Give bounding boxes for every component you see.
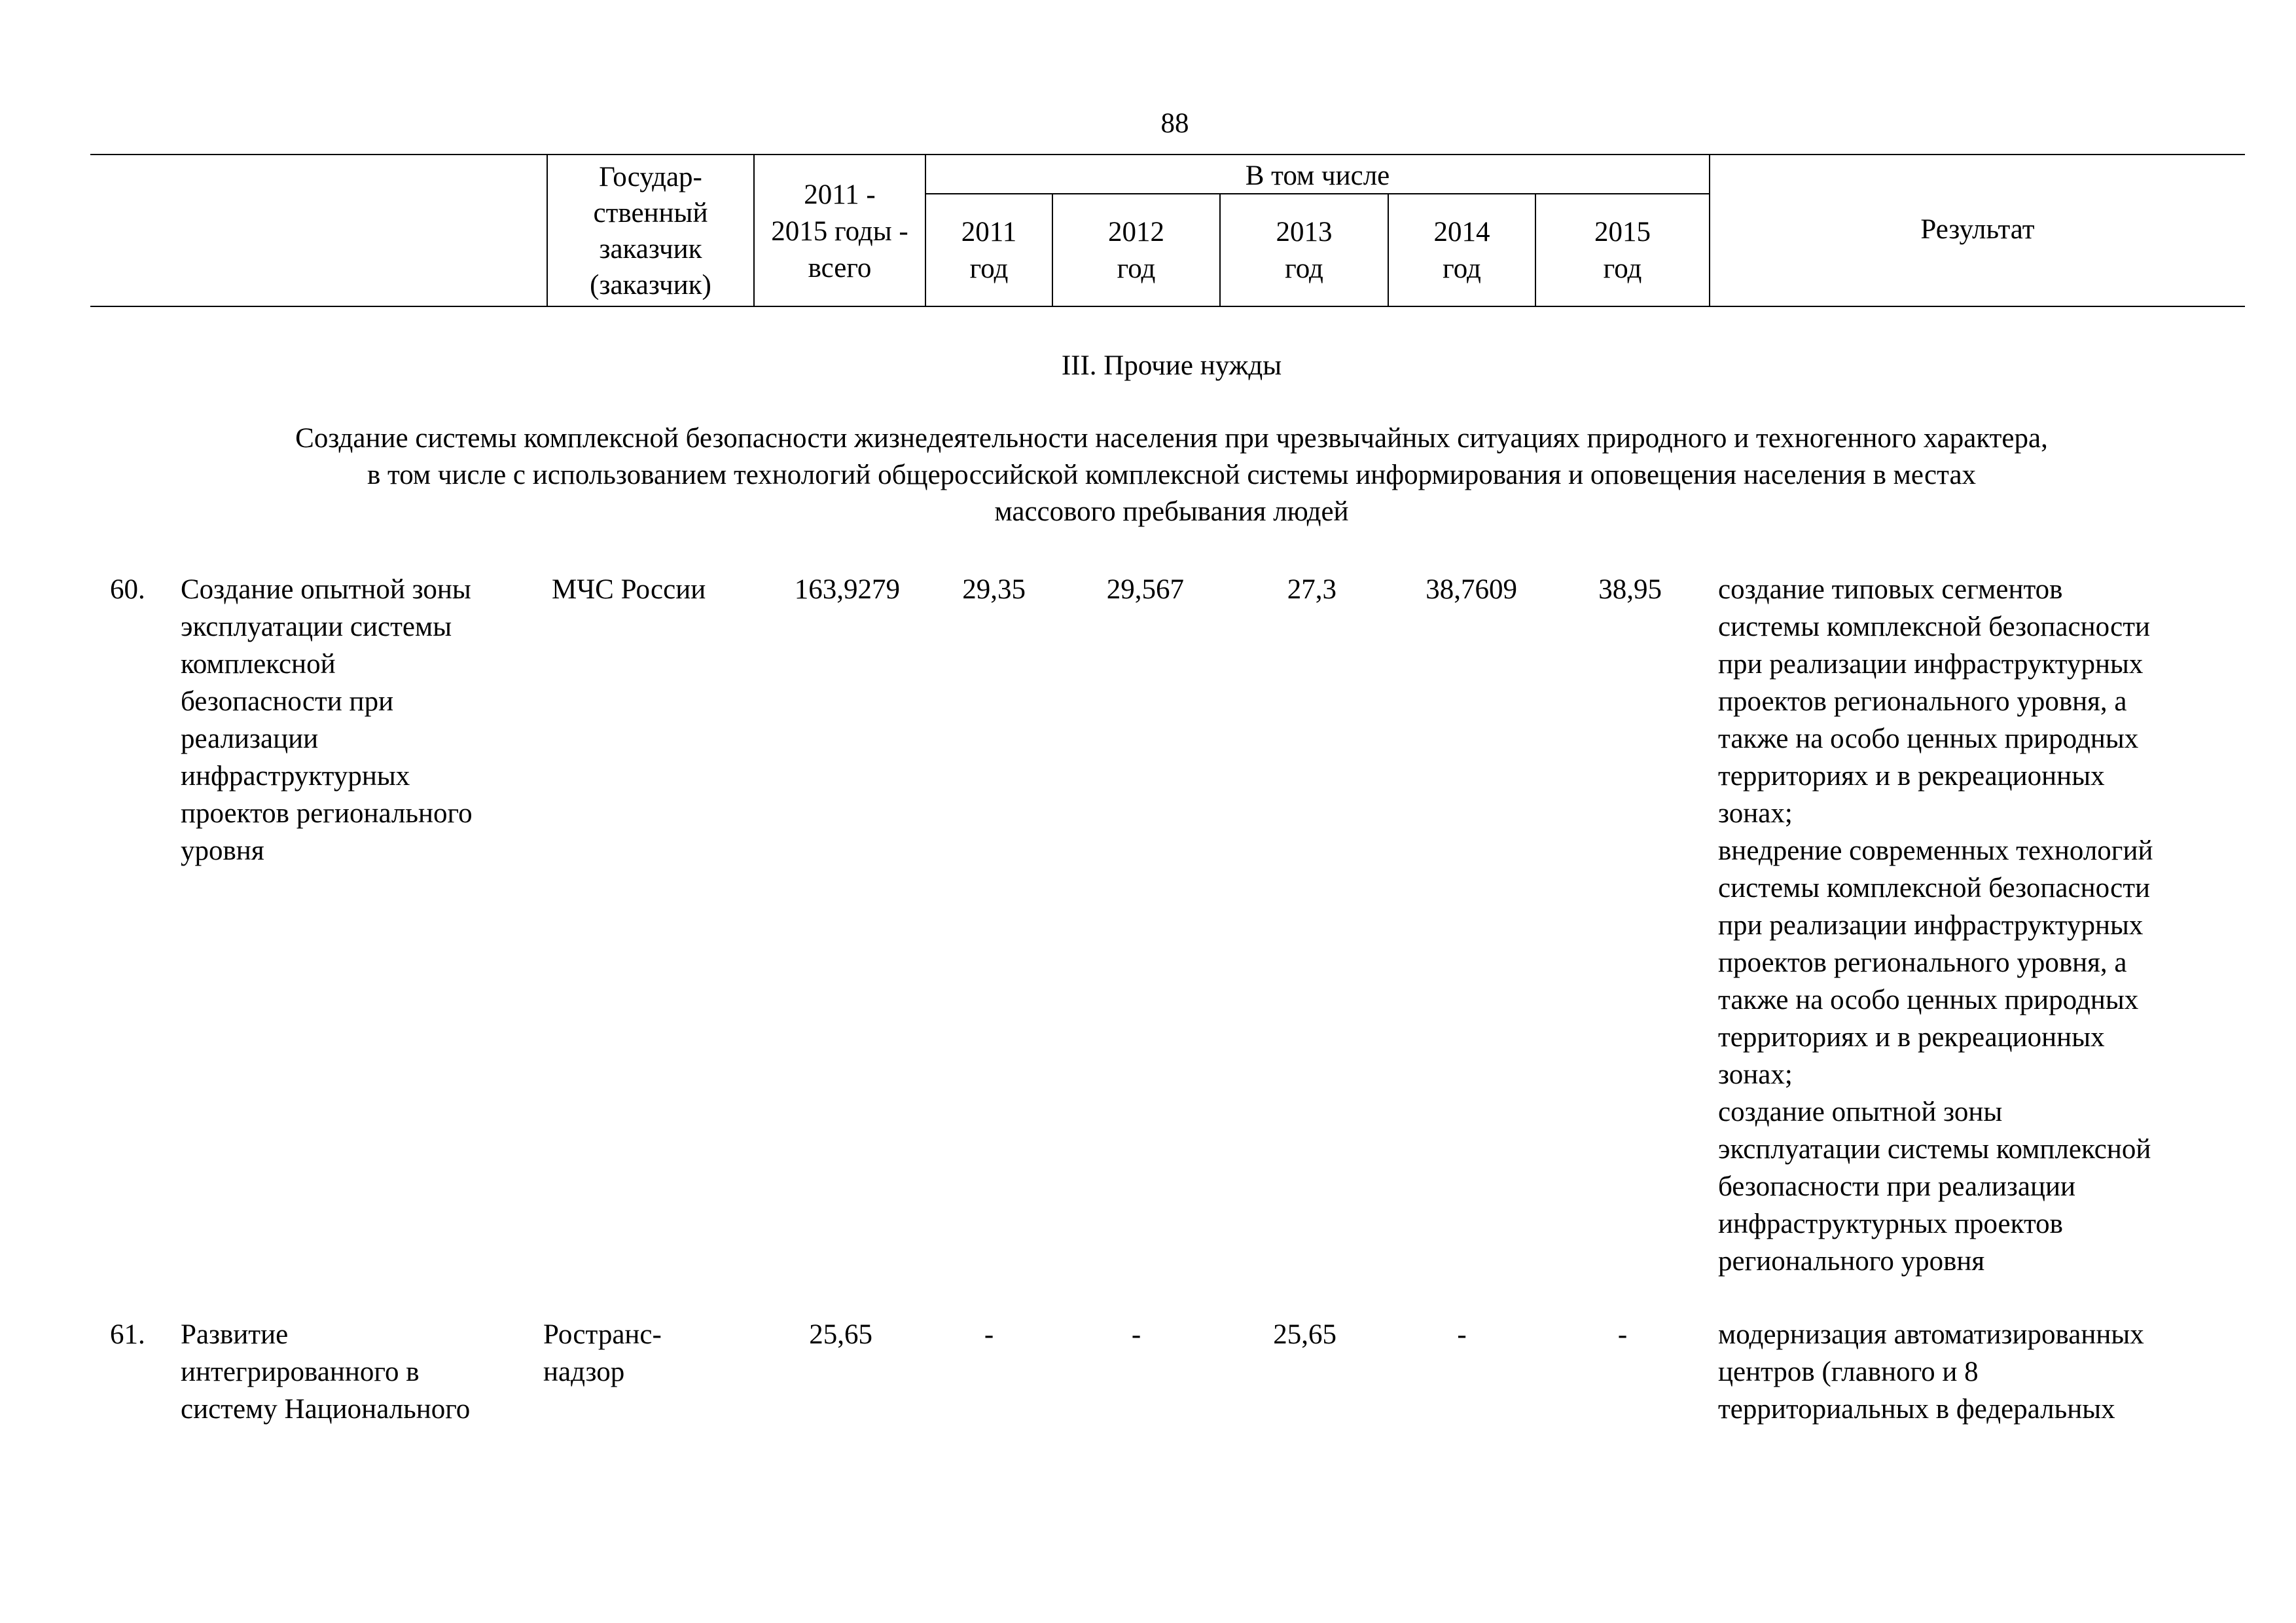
row-2013: 27,3: [1287, 574, 1336, 605]
row-number: 61.: [110, 1319, 145, 1350]
row-name: Развитие интегрированного в систему Национального: [181, 1319, 471, 1425]
header-total: 2011 - 2015 годы - всего: [771, 179, 908, 283]
row-customer: Ространс- надзор: [543, 1319, 662, 1387]
header-bottom-rule: [90, 306, 2245, 307]
row-number: 60.: [110, 574, 145, 605]
row-total: 25,65: [809, 1319, 872, 1350]
row-2014: -: [1457, 1319, 1467, 1350]
row-2012: -: [1131, 1319, 1141, 1350]
row-2015: -: [1617, 1319, 1628, 1350]
header-result: Результат: [1920, 214, 2035, 245]
section-title: III. Прочие нужды: [1061, 350, 1282, 381]
header-year-2011: 2011 год: [961, 217, 1017, 284]
row-2013: 25,65: [1273, 1319, 1336, 1350]
row-2012: 29,567: [1106, 574, 1184, 605]
header-customer: Государ- ственный заказчик (заказчик): [590, 162, 711, 301]
header-year-2014: 2014 год: [1433, 217, 1490, 284]
row-customer: МЧС России: [552, 574, 706, 605]
row-2011: 29,35: [962, 574, 1026, 605]
subsection-title: Создание системы комплексной безопасности жизнедеятельности населения при чрезвычайных ситуациях природного и техногенного характера, в том числе с использованием технологий общероссийской комплексной системы информирования и оповещения населения в местах массового пребывания людей: [295, 423, 2048, 527]
row-2015: 38,95: [1598, 574, 1662, 605]
header-year-2015: 2015 год: [1594, 217, 1651, 284]
row-2014: 38,7609: [1426, 574, 1517, 605]
row-total: 163,9279: [794, 574, 900, 605]
row-result: создание типовых сегментов системы комплексной безопасности при реализации инфраструктурных проектов регионального уровня, а также на особо ценных природных территориях и в рекреационных зонах; внедрение современных технологий системы комплексной безопасности при реализации инфраструктурных проектов регионального уровня, а также на особо ценных природных территориях и в рекреационных зонах; создание опытной зоны эксплуатации системы комплексной безопасности при реализации инфраструктурных проектов регионального уровня: [1718, 574, 2153, 1277]
header-year-2012: 2012 год: [1108, 217, 1164, 284]
page-number: 88: [1160, 108, 1189, 139]
row-2011: -: [984, 1319, 994, 1350]
row-result: модернизация автоматизированных центров (главного и 8 территориальных в федеральных: [1718, 1319, 2144, 1425]
header-year-2013: 2013 год: [1276, 217, 1333, 284]
header-including: В том числе: [1245, 160, 1390, 191]
row-name: Создание опытной зоны эксплуатации системы комплексной безопасности при реализации инфраструктурных проектов регионального уровня: [181, 574, 473, 866]
header-top-rule: [90, 154, 2245, 155]
